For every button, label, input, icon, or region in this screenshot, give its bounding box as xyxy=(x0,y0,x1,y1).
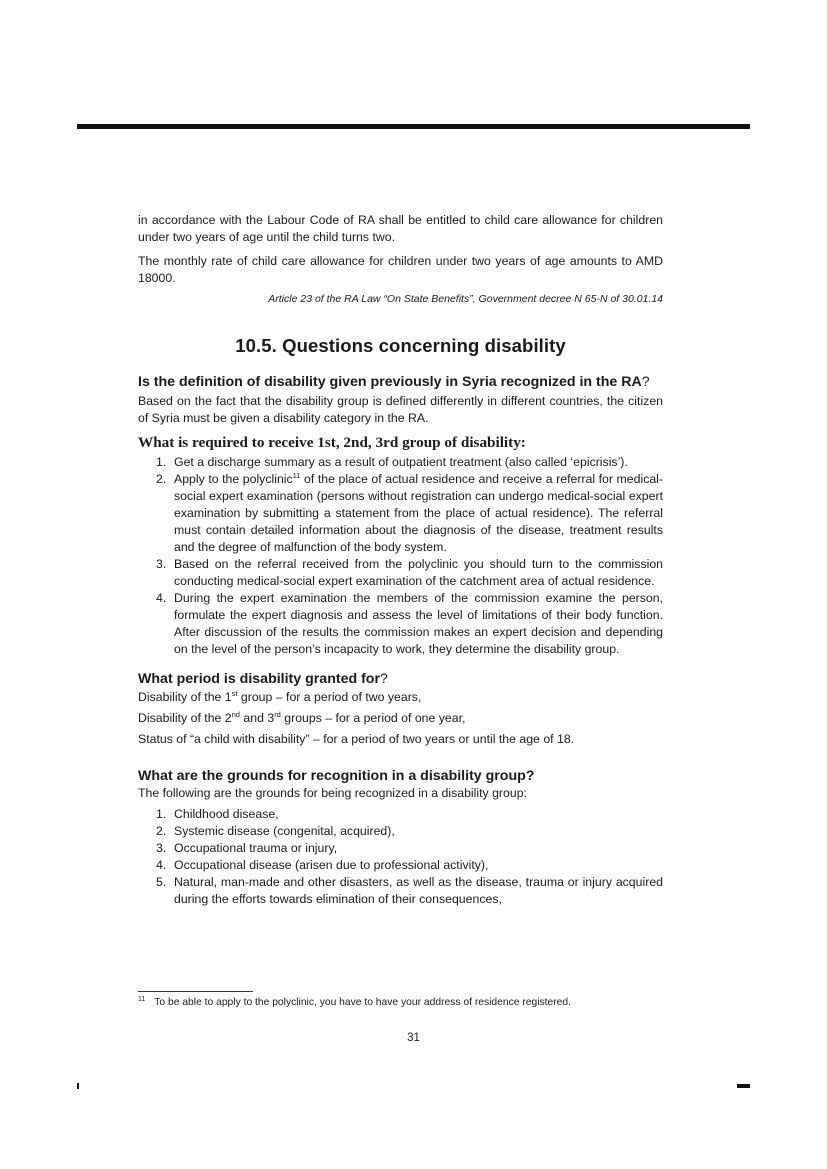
list-item: 3. Based on the referral received from the polyclinic you should turn to the commission conducting medical-social expert examination of the catchment area of actual residence. xyxy=(156,557,663,588)
grounds-intro: The following are the grounds for being recognized in a disability group: xyxy=(138,786,527,800)
list-item: 3. Occupational trauma or injury, xyxy=(156,841,338,855)
question-heading-period xyxy=(138,670,663,688)
crop-mark-right xyxy=(737,1084,750,1088)
list-item: 1. Get a discharge summary as a result of outpatient treatment (also called ‘epicrisis’). xyxy=(156,455,628,469)
question-heading-grounds: What are the grounds for recognition in a disability group? xyxy=(138,768,535,784)
list-item: 2. Systemic disease (congenital, acquired), xyxy=(156,824,395,838)
answer-paragraph: Based on the fact that the disability group is defined differently in different countries, the citizen of Syria must be given a disability category in the RA. xyxy=(138,394,663,425)
requirements-list xyxy=(138,454,663,658)
list-item: 4. During the expert examination the members of the commission examine the person, formulate the expert diagnosis and assess the level of limitations of their body function. After discussion of the results the commission makes an expert decision and depending on the level of the person’s incapacity to work, they determine the disability group. xyxy=(156,591,663,656)
header-rule xyxy=(77,124,750,129)
intro-paragraph-1: in accordance with the Labour Code of RA shall be entitled to child care allowance for children under two years of age until the child turns two. xyxy=(138,213,663,244)
question-text: What period is disability granted for xyxy=(138,671,380,687)
footnote-separator xyxy=(138,991,253,992)
page-content xyxy=(138,212,663,908)
grounds-list xyxy=(138,806,663,908)
list-item: 4. Occupational disease (arisen due to professional activity), xyxy=(156,858,489,872)
section-title: 10.5. Questions concerning disability xyxy=(235,335,566,356)
question-mark: ? xyxy=(641,374,650,390)
period-line-child: Status of “a child with disability” – for a period of two years or until the age of 18. xyxy=(138,732,575,746)
list-item: 5. Natural, man-made and other disasters, as well as the disease, trauma or injury acquired during the efforts towards elimination of their consequences, xyxy=(156,875,663,906)
page-number: 31 xyxy=(407,1032,420,1044)
crop-mark-left xyxy=(77,1083,79,1089)
footnote-number: 11 xyxy=(138,995,146,1003)
footnote-text: To be able to apply to the polyclinic, you have to have your address of residence registered. xyxy=(154,997,571,1008)
footnote-reference: 11 xyxy=(292,470,301,480)
legal-citation: Article 23 of the RA Law “On State Benefits”, Government decree N 65-N of 30.01.14 xyxy=(268,293,663,305)
period-line-groups-2-3: Disability of the 2nd and 3rd groups – for a period of one year, xyxy=(138,709,466,725)
intro-paragraph-2: The monthly rate of child care allowance for children under two years of age amounts to AMD 18000. xyxy=(138,254,663,285)
footnote xyxy=(138,996,663,1010)
question-text: Is the definition of disability given previously in Syria recognized in the RA xyxy=(138,374,642,390)
question-heading-syria-recognition xyxy=(138,373,663,391)
period-line-group-1: Disability of the 1st group – for a period of two years, xyxy=(138,688,422,704)
list-item: 1. Childhood disease, xyxy=(156,807,279,821)
list-item: 2. Apply to the polyclinic$^{11}$ of the place of actual residence and receive a referral for medical-social expert examination (persons without registration can undergo medical-social expert examination by submitting a statement from the place of actual residence). The referral must contain detailed information about the diagnosis of the disease, treatment results and the degree of malfunction of the body system. xyxy=(156,470,664,554)
question-mark: ? xyxy=(380,671,388,687)
question-heading-groups-required: What is required to receive 1st, 2nd, 3rd group of disability: xyxy=(138,434,526,451)
